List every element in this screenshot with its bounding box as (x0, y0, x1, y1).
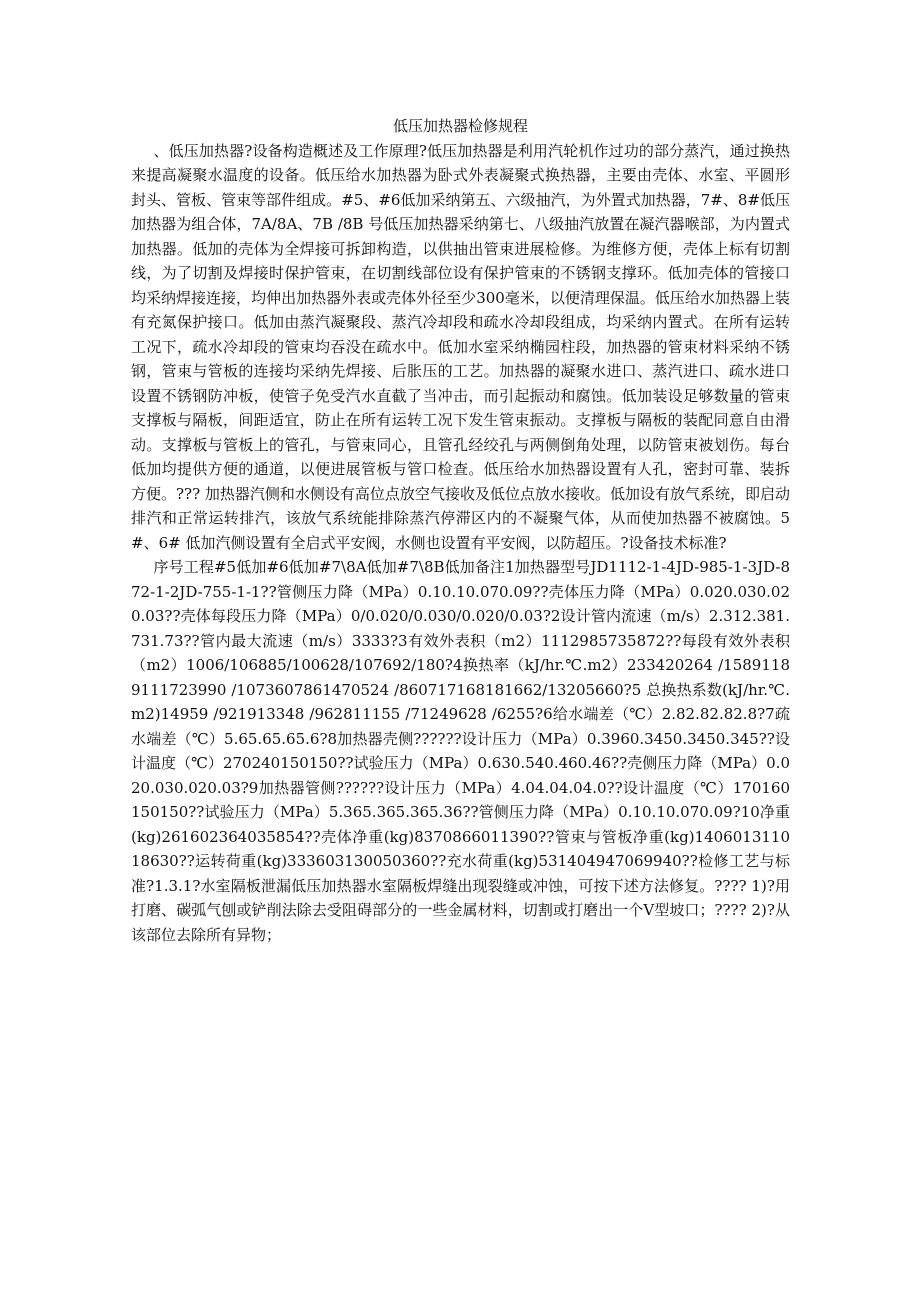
paragraph-overview: 、低压加热器?设备构造概述及工作原理?低压加热器是利用汽轮机作过功的部分蒸汽，通过换热来提高凝聚水温度的设备。低压给水加热器为卧式外表凝聚式换热器，主要由壳体、水室、平圆形封头、管板、管束等部件组成。#5、#6低加采纳第五、六级抽汽，为外置式加热器，7#、8#低压加热器为组合体，7A/8A、7B /8B 号低压加热器采纳第七、八级抽汽放置在凝汽器喉部，为内置式加热器。低加的壳体为全焊接可拆卸构造，以供抽出管束进展检修。为维修方便，壳体上标有切割线，为了切割及焊接时保护管束，在切割线部位设有保护管束的不锈钢支撑环。低加壳体的管接口均采纳焊接连接，均伸出加热器外表或壳体外径至少300毫米，以便清理保温。低压给水加热器上装有充氮保护接口。低加由蒸汽凝聚段、蒸汽冷却段和疏水冷却段组成，均采纳内置式。在所有运转工况下，疏水冷却段的管束均吞没在疏水中。低加水室采纳椭园柱段，加热器的管束材料采纳不锈钢，管束与管板的连接均采纳先焊接、后胀压的工艺。加热器的凝聚水进口、蒸汽进口、疏水进口设置不锈钢防冲板，使管子免受汽水直截了当冲击，而引起振动和腐蚀。低加装设足够数量的管束支撑板与隔板，间距适宜，防止在所有运转工况下发生管束振动。支撑板与隔板的装配同意自由滑动。支撑板与管板上的管孔，与管束同心，且管孔经绞孔与两侧倒角处理，以防管束被划伤。每台低加均提供方便的通道，以便进展管板与管口检查。低压给水加热器设置有人孔，密封可靠、装拆方便。??? 加热器汽侧和水侧设有高位点放空气接收及低位点放水接收。低加设有放气系统，即启动排汽和正常运转排汽，该放气系统能排除蒸汽停滞区内的不凝聚气体，从而使加热器不被腐蚀。5#、6# 低加汽侧设置有全启式平安阀，水侧也设置有平安阀，以防超压。?设备技术标准? (131, 141, 790, 552)
document-title: 低压加热器检修规程 (392, 117, 528, 135)
paragraph-specs-and-repair: 序号工程#5低加#6低加#7\8A低加#7\8B低加备注1加热器型号JD1112-1-4JD-985-1-3JD-872-1-2JD-755-1-1??管侧压力降（MPa）0.10.10.070.09??壳体压力降（MPa）0.020.030.020.03??壳体每段压力降（MPa）0/0.020/0.030/0.020/0.03?2设计管内流速（m/s）2.312.381.731.73??管内最大流速（m/s）3333?3有效外表积（m2）1112985735872??每段有效外表积（m2）1006/106885/100628/107692/180?4换热率（kJ/hr.℃.m2）233420264 /15891189111723990 /1073607861470524 /860717168181662/13205660?5 总换热系数(kJ/hr.℃.m2)14959 /921913348 /962811155 /71249628 /6255?6给水端差（℃）2.82.82.82.8?7疏水端差（℃）5.65.65.65.6?8加热器壳侧??????设计压力（MPa）0.3960.3450.3450.345??设计温度（℃）270240150150??试验压力（MPa）0.630.540.460.46??壳侧压力降（MPa）0.020.030.020.03?9加热器管侧??????设计压力（MPa）4.04.04.04.0??设计温度（℃）170160150150??试验压力（MPa）5.365.365.365.36??管侧压力降（MPa）0.10.10.070.09?10净重(kg)261602364035854??壳体净重(kg)8370866011390??管束与管板净重(kg)140601311018630??运转荷重(kg)333603130050360??充水荷重(kg)531404947069940??检修工艺与标准?1.3.1?水室隔板泄漏低压加热器水室隔板焊缝出现裂缝或冲蚀，可按下述方法修复。???? 1)?用打磨、碳弧气刨或铲削法除去受阻碍部分的一些金属材料，切割或打磨出一个V型坡口；???? 2)?从该部位去除所有异物； (131, 558, 790, 944)
document-page (131, 114, 790, 947)
